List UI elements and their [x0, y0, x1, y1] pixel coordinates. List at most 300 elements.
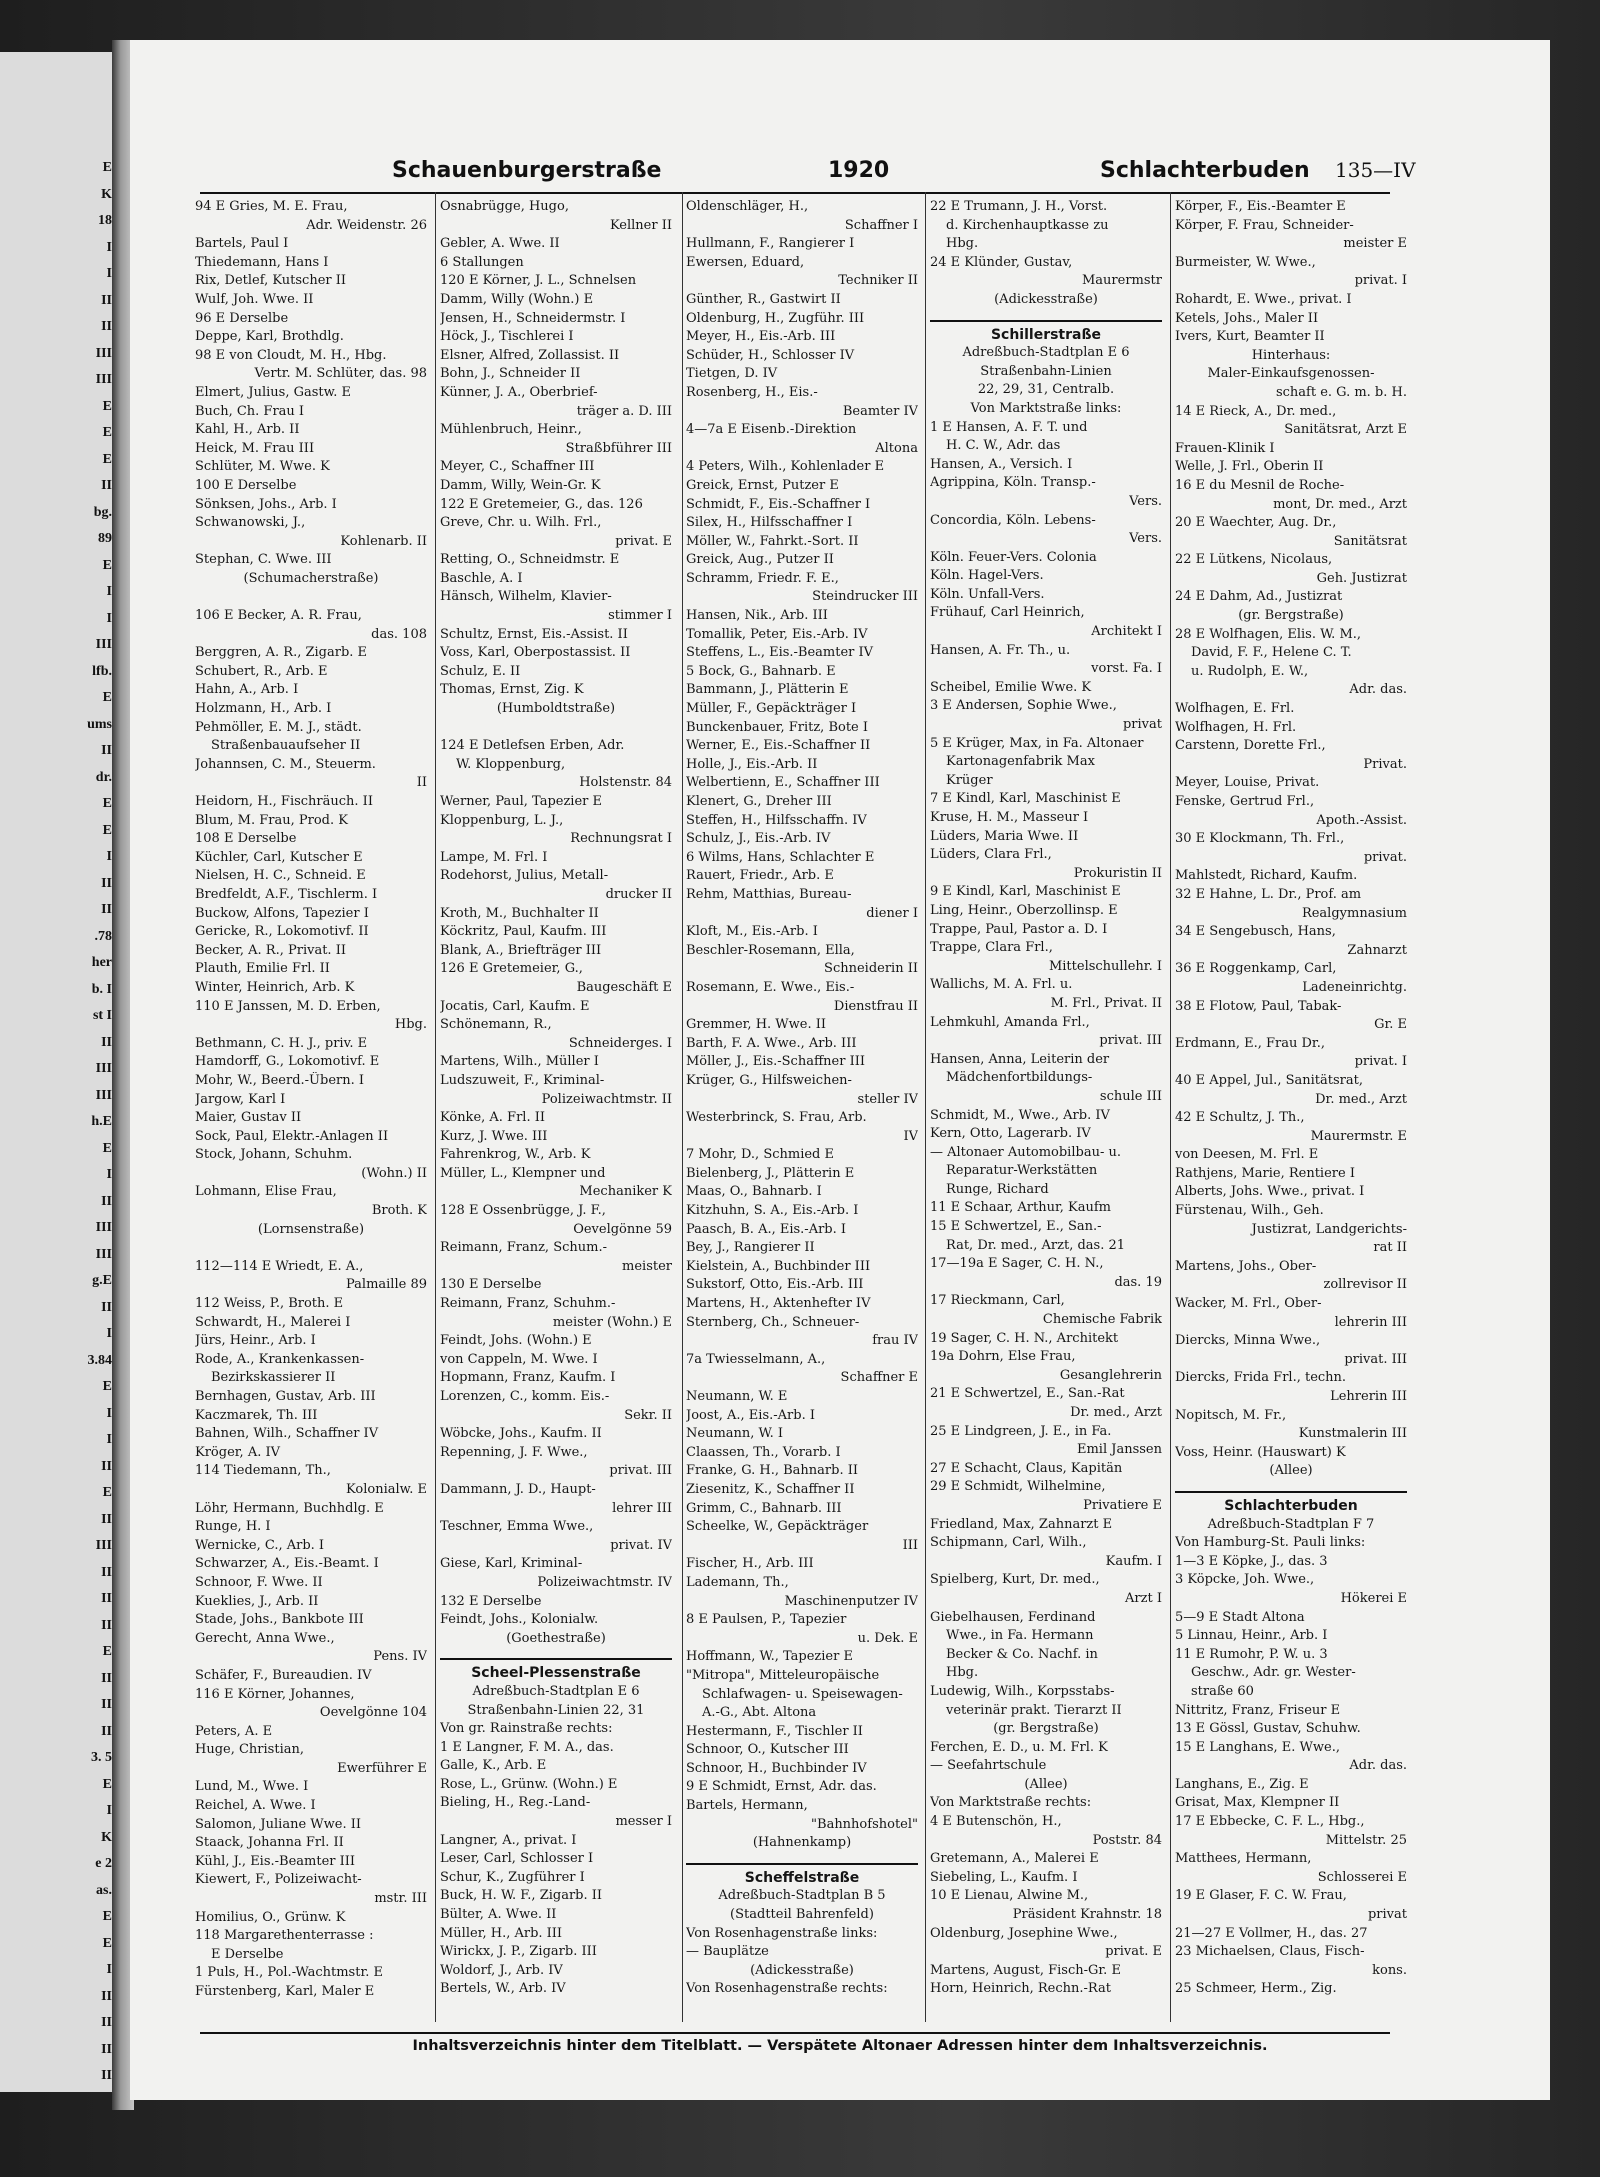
- directory-entry: Architekt I: [1091, 624, 1162, 640]
- directory-entry: Müller, L., Klempner und: [440, 1165, 606, 1181]
- directory-entry: Silex, H., Hilfsschaffner I: [686, 515, 853, 531]
- directory-entry: — Seefahrtschule: [930, 1758, 1047, 1774]
- directory-entry: Werner, Paul, Tapezier E: [440, 794, 602, 809]
- directory-entry: Köln. Unfall-Vers.: [930, 586, 1045, 602]
- left-page-text-fragment: III: [95, 1246, 112, 1262]
- directory-entry: privat. E: [1105, 1944, 1162, 1960]
- directory-entry: 94 E Gries, M. E. Frau,: [195, 199, 348, 214]
- directory-entry: Osnabrügge, Hugo,: [440, 199, 569, 214]
- directory-entry: Adreßbuch-Stadtplan E 6: [472, 1683, 640, 1699]
- directory-entry: rat II: [1373, 1240, 1407, 1256]
- directory-entry: Gebler, A. Wwe. II: [440, 236, 560, 252]
- directory-entry: das. 19: [1114, 1274, 1162, 1290]
- directory-entry: Präsident Krahnstr. 18: [1012, 1907, 1162, 1923]
- directory-entry: privat. I: [1354, 273, 1407, 289]
- section-rule: [1175, 1481, 1407, 1493]
- directory-entry: Lorenzen, C., komm. Eis.-: [440, 1389, 610, 1404]
- directory-entry: veterinär prakt. Tierarzt II: [946, 1702, 1122, 1718]
- directory-entry: 25 Schmeer, Herm., Zig.: [1175, 1981, 1337, 1997]
- directory-entry: Justizrat, Landgerichts-: [1251, 1221, 1407, 1237]
- left-page-text-fragment: E: [102, 425, 112, 440]
- directory-entry: Tietgen, D. IV: [686, 366, 778, 382]
- directory-entry: Becker & Co. Nachf. in: [946, 1646, 1098, 1662]
- directory-entry: Hoffmann, W., Tapezier E: [686, 1649, 853, 1665]
- directory-entry: 22 E Trumann, J. H., Vorst.: [930, 199, 1108, 214]
- directory-entry: Hansen, A., Versich. I: [930, 456, 1073, 472]
- left-page-text-fragment: 3.84: [87, 1352, 112, 1368]
- directory-entry: d. Kirchenhauptkasse zu: [946, 217, 1109, 233]
- directory-entry: Schneiderin II: [824, 961, 918, 977]
- directory-entry: Adr. Weidenstr. 26: [306, 217, 427, 233]
- directory-entry: Sanitätsrat, Arzt E: [1284, 422, 1407, 438]
- directory-entry: Schaffner E: [840, 1370, 918, 1386]
- directory-entry: Rodehorst, Julius, Metall-: [440, 868, 609, 884]
- directory-entry: Schnoor, O., Kutscher III: [686, 1742, 849, 1758]
- directory-entry: Privatiere E: [1083, 1497, 1162, 1513]
- directory-entry: Kielstein, A., Buchbinder III: [686, 1258, 871, 1274]
- directory-entry: Burmeister, W. Wwe.,: [1175, 254, 1316, 270]
- directory-entry: Johannsen, C. M., Steuerm.: [195, 756, 376, 772]
- left-page-text-fragment: I: [106, 584, 112, 599]
- directory-entry: Reparatur-Werkstätten: [946, 1163, 1098, 1179]
- directory-entry: 98 E von Cloudt, M. H., Hbg.: [195, 347, 387, 363]
- directory-entry: 21 E Schwertzel, E., San.-Rat: [930, 1386, 1125, 1402]
- directory-entry: Franke, G. H., Bahnarb. II: [686, 1463, 858, 1479]
- directory-entry: Bielenberg, J., Plätterin E: [686, 1165, 855, 1181]
- directory-entry: von Cappeln, M. Wwe. I: [440, 1351, 598, 1367]
- directory-entry: Schnoor, F. Wwe. II: [195, 1574, 323, 1590]
- directory-entry: 130 E Derselbe: [440, 1277, 542, 1293]
- directory-entry: 29 E Schmidt, Wilhelmine,: [930, 1479, 1106, 1495]
- directory-entry: Broth. K: [371, 1203, 427, 1219]
- directory-entry: Reimann, Franz, Schum.-: [440, 1240, 607, 1256]
- directory-entry: Bahnen, Wilh., Schaffner IV: [195, 1426, 379, 1442]
- directory-entry: 24 E Klünder, Gustav,: [930, 254, 1073, 270]
- header-right-street: Schlachterbuden: [1100, 158, 1310, 183]
- directory-entry: Hahn, A., Arb. I: [195, 682, 299, 698]
- directory-entry: 4 E Butenschön, H.,: [930, 1814, 1062, 1830]
- directory-entry: (Wohn.) II: [361, 1165, 427, 1181]
- directory-entry: Ludewig, Wilh., Korpsstabs-: [930, 1683, 1115, 1699]
- left-page-text-fragment: II: [101, 1564, 112, 1580]
- left-page-text-fragment: E: [102, 1140, 112, 1156]
- directory-entry: 5 E Krüger, Max, in Fa. Altonaer: [930, 735, 1144, 751]
- left-page-text-fragment: II: [101, 2068, 112, 2083]
- header-page-number: 135—IV: [1335, 158, 1416, 182]
- directory-entry: Stade, Johs., Bankbote III: [195, 1612, 364, 1628]
- directory-entry: Schwardt, H., Malerei I: [195, 1314, 351, 1330]
- directory-entry: Hbg.: [946, 236, 979, 252]
- directory-entry: Schäfer, F., Bureaudien. IV: [195, 1667, 372, 1683]
- directory-entry: 112 Weiss, P., Broth. E: [195, 1296, 344, 1312]
- directory-entry: Heidorn, H., Fischräuch. II: [195, 794, 373, 809]
- left-page-text-fragment: I: [106, 1432, 112, 1447]
- directory-entry: Holzmann, H., Arb. I: [195, 701, 332, 717]
- directory-entry: — Altonaer Automobilbau- u.: [930, 1144, 1121, 1160]
- directory-entry: Schaffner I: [844, 217, 918, 233]
- directory-entry: Greve, Chr. u. Wilh. Frl.,: [440, 515, 602, 531]
- directory-entry: Poststr. 84: [1092, 1832, 1162, 1848]
- directory-entry: Wolfhagen, H. Frl.: [1175, 719, 1297, 735]
- directory-entry: [195, 588, 427, 607]
- left-page-text-fragment: E: [102, 822, 112, 838]
- directory-entry: 132 E Derselbe: [440, 1593, 542, 1609]
- directory-entry: schule III: [1099, 1088, 1162, 1104]
- directory-entry: Kloft, M., Eis.-Arb. I: [686, 924, 818, 940]
- directory-entry: 10 E Lienau, Alwine M.,: [930, 1888, 1089, 1904]
- directory-entry: Hansen, Anna, Leiterin der: [930, 1051, 1110, 1067]
- directory-entry: Polizeiwachtmstr. IV: [537, 1574, 672, 1590]
- directory-entry: drucker II: [605, 886, 672, 902]
- directory-entry: Matthees, Hermann,: [1175, 1851, 1312, 1867]
- directory-entry: Gericke, R., Lokomotivf. II: [195, 924, 369, 940]
- left-page-text-fragment: II: [101, 1617, 112, 1633]
- directory-entry: Lund, M., Wwe. I: [195, 1779, 309, 1795]
- left-page-text-fragment: I: [106, 849, 112, 864]
- directory-entry: Adreßbuch-Stadtplan F 7: [1207, 1516, 1375, 1532]
- directory-entry: 15 E Langhans, E. Wwe.,: [1175, 1739, 1341, 1755]
- section-rule: [930, 310, 1162, 322]
- directory-entry: Joost, A., Eis.-Arb. I: [686, 1407, 815, 1423]
- header-year: 1920: [828, 158, 890, 183]
- left-page-text-fragment: II: [101, 1034, 112, 1050]
- left-page-text-fragment: lfb.: [92, 663, 112, 679]
- directory-entry: Vers.: [1129, 493, 1162, 509]
- directory-entry: Hullmann, F., Rangierer I: [686, 236, 855, 252]
- directory-entry: 21—27 E Vollmer, H., das. 27: [1175, 1925, 1368, 1941]
- directory-entry: Ketels, Johs., Maler II: [1175, 310, 1319, 326]
- directory-entry: Höck, J., Tischlerei I: [440, 329, 574, 345]
- directory-entry: diener I: [866, 905, 918, 921]
- directory-entry: Maas, O., Bahnarb. I: [686, 1184, 822, 1200]
- directory-entry: Spielberg, Kurt, Dr. med.,: [930, 1572, 1100, 1588]
- directory-entry: Von Marktstraße links:: [970, 400, 1122, 416]
- directory-entry: Löhr, Hermann, Buchhdlg. E: [195, 1500, 384, 1516]
- directory-entry: Adr. das.: [1349, 682, 1407, 698]
- directory-entry: (gr. Bergstraße): [993, 1721, 1099, 1737]
- directory-entry: Geh. Justizrat: [1316, 570, 1407, 586]
- directory-entry: Damm, Willy, Wein-Gr. K: [440, 477, 601, 493]
- directory-entry: Künner, J. A., Oberbrief-: [440, 384, 598, 400]
- directory-entry: Hansen, Nik., Arb. III: [686, 608, 828, 624]
- directory-entry: Schmidt, M., Wwe., Arb. IV: [930, 1107, 1110, 1123]
- directory-entry: straße 60: [1191, 1683, 1254, 1699]
- directory-entry: mstr. III: [374, 1891, 427, 1907]
- directory-entry: Ivers, Kurt, Beamter II: [1175, 329, 1325, 345]
- directory-entry: Von gr. Rainstraße rechts:: [440, 1721, 613, 1737]
- directory-entry: privat. I: [1354, 1054, 1407, 1070]
- directory-entry: mont, Dr. med., Arzt: [1273, 496, 1407, 512]
- directory-entry: Holstenstr. 84: [579, 775, 672, 791]
- directory-page: [130, 40, 1550, 2100]
- column-1: [195, 198, 427, 1998]
- directory-entry: Claassen, Th., Vorarb. I: [686, 1444, 841, 1460]
- directory-entry: Körper, F. Frau, Schneider-: [1175, 217, 1354, 233]
- directory-entry: Emil Janssen: [1076, 1442, 1162, 1458]
- directory-entry: meister (Wohn.) E: [552, 1314, 672, 1330]
- directory-entry: 19 Sager, C. H. N., Architekt: [930, 1330, 1119, 1346]
- street-heading: Schlachterbuden: [1224, 1497, 1358, 1514]
- directory-entry: Voss, Heinr. (Hauswart) K: [1175, 1444, 1346, 1460]
- directory-entry: privat: [1367, 1907, 1407, 1923]
- left-page-text-fragment: II: [101, 743, 112, 758]
- directory-entry: Ludszuweit, F., Kriminal-: [440, 1072, 605, 1088]
- directory-entry: Plauth, Emilie Frl. II: [195, 961, 330, 977]
- directory-entry: Galle, K., Arb. E: [440, 1758, 547, 1774]
- directory-entry: privat. III: [1099, 1033, 1162, 1049]
- directory-entry: Neumann, W. I: [686, 1426, 784, 1442]
- directory-entry: 11 E Rumohr, P. W. u. 3: [1175, 1646, 1328, 1662]
- directory-entry: Pens. IV: [373, 1649, 427, 1665]
- directory-entry: Schramm, Friedr. F. E.,: [686, 570, 839, 586]
- directory-entry: Sock, Paul, Elektr.-Anlagen II: [195, 1128, 389, 1144]
- directory-entry: Elmert, Julius, Gastw. E: [195, 384, 351, 400]
- directory-entry: 3 E Andersen, Sophie Wwe.,: [930, 698, 1117, 714]
- directory-entry: Feindt, Johs., Kolonialw.: [440, 1612, 599, 1628]
- directory-entry: Vertr. M. Schlüter, das. 98: [254, 366, 427, 382]
- directory-entry: Techniker II: [838, 273, 918, 289]
- directory-entry: Kruse, H. M., Masseur I: [930, 810, 1089, 825]
- directory-entry: Schönemann, R.,: [440, 1017, 552, 1033]
- directory-entry: 19 E Glaser, F. C. W. Frau,: [1175, 1888, 1347, 1904]
- directory-entry: 6 Stallungen: [440, 254, 524, 270]
- directory-entry: kons.: [1372, 1962, 1407, 1978]
- directory-entry: Wallichs, M. A. Frl. u.: [930, 977, 1073, 993]
- directory-entry: Thomas, Ernst, Zig. K: [440, 682, 584, 698]
- directory-entry: Beschler-Rosemann, Ella,: [686, 942, 855, 958]
- directory-entry: Heick, M. Frau III: [195, 440, 315, 456]
- directory-entry: Werner, E., Eis.-Schaffner II: [686, 738, 871, 754]
- left-page-text-fragment: 3. 5: [91, 1750, 112, 1765]
- directory-entry: Kloppenburg, L. J.,: [440, 812, 564, 828]
- directory-entry: 112—114 E Wriedt, E. A.,: [195, 1258, 364, 1274]
- left-page-text-fragment: st I: [92, 1008, 112, 1023]
- directory-entry: A.-G., Abt. Altona: [702, 1705, 817, 1721]
- directory-entry: Martens, August, Fisch-Gr. E: [930, 1962, 1121, 1978]
- directory-entry: Rauert, Friedr., Arb. E: [686, 868, 834, 884]
- directory-entry: Kartonagenfabrik Max: [946, 754, 1095, 770]
- directory-entry: Sukstorf, Otto, Eis.-Arb. III: [686, 1277, 864, 1293]
- directory-entry: (Adickesstraße): [750, 1962, 854, 1978]
- directory-entry: Welle, J. Frl., Oberin II: [1175, 459, 1324, 475]
- left-page-text-fragment: E: [102, 451, 112, 467]
- directory-entry: Greick, Aug., Putzer II: [686, 552, 834, 568]
- directory-entry: 4—7a E Eisenb.-Direktion: [686, 422, 857, 438]
- directory-entry: Rode, A., Krankenkassen-: [195, 1351, 365, 1367]
- directory-entry: [195, 1239, 427, 1258]
- directory-entry: Elsner, Alfred, Zollassist. II: [440, 347, 620, 363]
- directory-entry: Rosenberg, H., Eis.-: [686, 384, 818, 400]
- directory-entry: "Mitropa", Mitteleuropäische: [686, 1667, 880, 1683]
- directory-entry: Adreßbuch-Stadtplan E 6: [962, 345, 1130, 361]
- directory-entry: Buch, Ch. Frau I: [195, 403, 305, 419]
- directory-entry: (Lornsenstraße): [257, 1221, 365, 1237]
- directory-entry: 19a Dohrn, Else Frau,: [930, 1349, 1076, 1365]
- directory-entry: Frauen-Klinik I: [1175, 440, 1275, 456]
- directory-entry: Concordia, Köln. Lebens-: [930, 512, 1096, 528]
- directory-entry: Wirickx, J. P., Zigarb. III: [440, 1944, 597, 1960]
- directory-entry: meister: [622, 1258, 672, 1274]
- directory-entry: Adreßbuch-Stadtplan B 5: [718, 1888, 886, 1904]
- directory-entry: Jürs, Heinr., Arb. I: [195, 1333, 316, 1349]
- left-page-text-fragment: E: [102, 1644, 112, 1659]
- directory-entry: David, F. F., Helene C. T.: [1191, 645, 1352, 661]
- directory-entry: 11 E Schaar, Arthur, Kaufm: [930, 1200, 1112, 1216]
- directory-entry: Wöbcke, Johs., Kaufm. II: [440, 1426, 602, 1442]
- left-page-text-fragment: II: [101, 1458, 112, 1474]
- directory-entry: Ewersen, Eduard,: [686, 254, 805, 270]
- directory-entry: H. C. W., Adr. das: [946, 438, 1061, 454]
- directory-entry: Möller, J., Eis.-Schaffner III: [686, 1054, 866, 1070]
- directory-entry: Deppe, Karl, Brothdlg.: [195, 329, 344, 345]
- directory-entry: 25 E Lindgreen, J. E., in Fa.: [930, 1423, 1112, 1439]
- directory-entry: Mittelstr. 25: [1325, 1832, 1407, 1848]
- directory-entry: Homilius, O., Grünw. K: [195, 1909, 346, 1925]
- directory-entry: Ferchen, E. D., u. M. Frl. K: [930, 1739, 1108, 1755]
- left-page-text-fragment: II: [101, 1591, 112, 1606]
- directory-entry: privat. III: [1344, 1351, 1407, 1367]
- left-page-text-fragment: III: [95, 1220, 112, 1235]
- directory-entry: Oldenschläger, H.,: [686, 199, 809, 214]
- directory-entry: IV: [903, 1128, 918, 1144]
- directory-entry: Straßenbahn-Linien 22, 31: [467, 1702, 645, 1718]
- left-page-text-fragment: b. I: [91, 981, 112, 997]
- directory-entry: 100 E Derselbe: [195, 477, 297, 493]
- street-heading: Schillerstraße: [990, 326, 1102, 343]
- column-4: [930, 198, 1162, 1998]
- page-header: [130, 158, 1550, 188]
- directory-entry: Gesanglehrerin: [1059, 1367, 1162, 1383]
- directory-entry: Ziesenitz, K., Schaffner II: [686, 1481, 855, 1497]
- column-divider: [1170, 192, 1171, 2022]
- directory-entry: Mahlstedt, Richard, Kaufm.: [1175, 868, 1358, 884]
- directory-entry: Schneiderges. I: [568, 1035, 672, 1051]
- directory-entry: Schmidt, F., Eis.-Schaffner I: [686, 496, 871, 512]
- directory-entry: Horn, Heinrich, Rechn.-Rat: [930, 1981, 1111, 1997]
- directory-entry: Bernhagen, Gustav, Arb. III: [195, 1389, 376, 1404]
- left-page-text-fragment: II: [101, 1988, 112, 2004]
- directory-entry: Chemische Fabrik: [1042, 1312, 1162, 1328]
- directory-entry: vorst. Fa. I: [1091, 661, 1162, 677]
- left-page-text-fragment: E: [102, 557, 112, 573]
- directory-entry: Wulf, Joh. Wwe. II: [195, 291, 314, 307]
- directory-entry: 13 E Gössl, Gustav, Schuhw.: [1175, 1721, 1361, 1737]
- directory-entry: 17 Rieckmann, Carl,: [930, 1293, 1065, 1309]
- left-page-text-fragment: II: [101, 319, 112, 334]
- street-heading: Scheel-Plessenstraße: [471, 1665, 641, 1682]
- directory-entry: 7a Twiesselmann, A.,: [686, 1351, 826, 1367]
- directory-entry: Nielsen, H. C., Schneid. E: [195, 868, 366, 884]
- directory-entry: Lademann, Th.,: [686, 1574, 789, 1590]
- directory-entry: Straßbführer III: [565, 440, 672, 456]
- directory-entry: Gerecht, Anna Wwe.,: [195, 1630, 335, 1646]
- directory-entry: (Goethestraße): [506, 1630, 606, 1646]
- left-page-text-fragment: II: [101, 1697, 112, 1712]
- left-page-text-fragment: E: [102, 1909, 112, 1924]
- directory-entry: privat: [1122, 717, 1162, 733]
- directory-entry: 1 E Hansen, A. F. T. und: [930, 419, 1088, 435]
- directory-entry: Schnoor, H., Buchbinder IV: [686, 1760, 867, 1776]
- directory-entry: Bertels, W., Arb. IV: [440, 1981, 566, 1997]
- directory-entry: Lampe, M. Frl. I: [440, 849, 548, 865]
- directory-entry: Müller, H., Arb. III: [440, 1925, 563, 1941]
- directory-entry: III: [902, 1537, 918, 1553]
- directory-entry: Hbg.: [946, 1665, 979, 1681]
- directory-entry: Neumann, W. E: [686, 1389, 788, 1404]
- directory-entry: Damm, Willy (Wohn.) E: [440, 291, 594, 307]
- left-page-text-fragment: E: [102, 1776, 112, 1792]
- directory-entry: 1—3 E Köpke, J., das. 3: [1175, 1553, 1328, 1569]
- directory-entry: Fahrenkrog, W., Arb. K: [440, 1147, 591, 1163]
- left-page-fragment: [0, 52, 118, 2092]
- left-page-text-fragment: 18: [98, 213, 112, 228]
- directory-entry: Reimann, Franz, Schuhm.-: [440, 1296, 616, 1312]
- directory-entry: Baschle, A. I: [440, 570, 523, 586]
- directory-entry: 36 E Roggenkamp, Carl,: [1175, 961, 1337, 977]
- directory-entry: Köckritz, Paul, Kaufm. III: [440, 924, 607, 940]
- directory-entry: Lüders, Clara Frl.,: [930, 847, 1052, 863]
- directory-entry: Krüger: [946, 772, 993, 788]
- directory-entry: Fenske, Gertrud Frl.,: [1175, 794, 1315, 809]
- directory-entry: 28 E Wolfhagen, Elis. W. M.,: [1175, 626, 1362, 642]
- directory-entry: Schulz, J., Eis.-Arb. IV: [686, 831, 831, 847]
- directory-entry: Kern, Otto, Lagerarb. IV: [930, 1126, 1091, 1142]
- directory-entry: Paasch, B. A., Eis.-Arb. I: [686, 1221, 847, 1237]
- directory-entry: Giebelhausen, Ferdinand: [930, 1609, 1096, 1625]
- directory-entry: Kueklies, J., Arb. II: [195, 1593, 319, 1609]
- directory-entry: Von Hamburg-St. Pauli links:: [1175, 1535, 1366, 1551]
- directory-entry: Wolfhagen, E. Frl.: [1175, 701, 1295, 717]
- directory-entry: Apoth.-Assist.: [1316, 812, 1407, 828]
- directory-entry: (Allee): [1269, 1463, 1313, 1479]
- directory-entry: Salomon, Juliane Wwe. II: [195, 1816, 361, 1832]
- left-page-text-fragment: E: [102, 160, 112, 175]
- directory-entry: Buckow, Alfons, Tapezier I: [195, 905, 369, 921]
- directory-entry: Hestermann, F., Tischler II: [686, 1723, 863, 1739]
- left-page-text-fragment: bg.: [93, 504, 112, 520]
- directory-entry: Ewerführer E: [337, 1760, 427, 1776]
- directory-entry: Müller, F., Gepäckträger I: [686, 701, 857, 717]
- left-page-text-fragment: I: [106, 610, 112, 626]
- directory-entry: Scheibel, Emilie Wwe. K: [930, 679, 1092, 695]
- left-page-text-fragment: III: [95, 1087, 112, 1103]
- directory-entry: Steffens, L., Eis.-Beamter IV: [686, 645, 874, 661]
- directory-entry: 16 E du Mesnil de Roche-: [1175, 477, 1345, 493]
- directory-entry: Wernicke, C., Arb. I: [195, 1537, 325, 1553]
- left-page-text-fragment: III: [95, 637, 112, 652]
- directory-entry: Martens, Wilh., Müller I: [440, 1054, 599, 1070]
- directory-entry: Kellner II: [609, 217, 672, 233]
- directory-entry: Palmaille 89: [346, 1277, 427, 1293]
- directory-entry: Hansen, A. Fr. Th., u.: [930, 642, 1071, 658]
- directory-entry: 106 E Becker, A. R. Frau,: [195, 608, 362, 624]
- directory-entry: Hänsch, Wilhelm, Klavier-: [440, 589, 612, 605]
- directory-entry: Rechnungsrat I: [570, 831, 672, 847]
- directory-entry: 3 Köpcke, Joh. Wwe.,: [1175, 1572, 1315, 1588]
- footer-rule: [200, 2032, 1390, 2034]
- directory-entry: Ling, Heinr., Oberzollinsp. E: [930, 902, 1118, 918]
- directory-entry: Bülter, A. Wwe. II: [440, 1907, 557, 1923]
- directory-entry: Stephan, C. Wwe. III: [195, 552, 332, 568]
- directory-entry: 4 Peters, Wilh., Kohlenlader E: [686, 459, 885, 475]
- directory-entry: Dr. med., Arzt: [1070, 1405, 1162, 1420]
- directory-entry: Peters, A. E: [195, 1723, 273, 1739]
- directory-entry: Prokuristin II: [1073, 865, 1162, 881]
- directory-entry: Kaczmarek, Th. III: [195, 1407, 318, 1423]
- left-page-text-fragment: II: [101, 1511, 112, 1527]
- directory-entry: Bey, J., Rangierer II: [686, 1240, 815, 1256]
- directory-entry: Privat.: [1363, 756, 1407, 772]
